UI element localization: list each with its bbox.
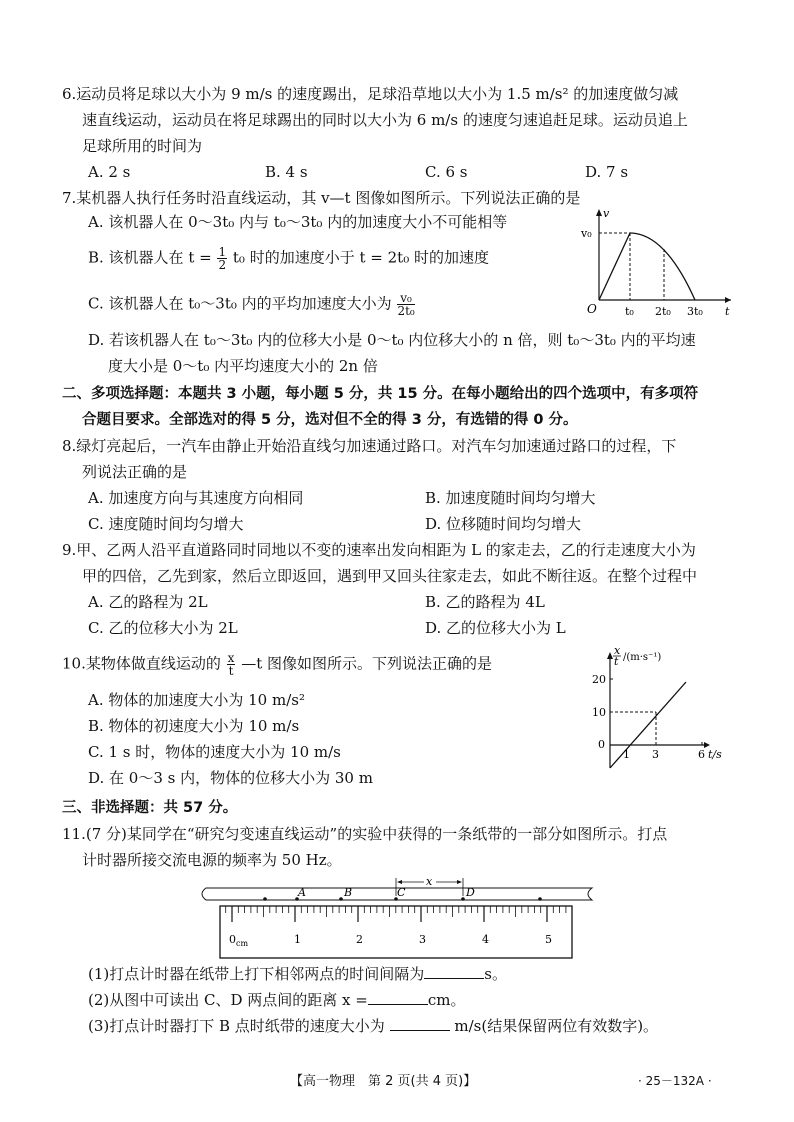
q7-option-c-denominator: 2t₀ bbox=[397, 304, 415, 318]
q11-ruler-unit-cm: cm bbox=[236, 939, 249, 948]
q7-option-d-line1: D. 若该机器人在 t₀～3t₀ 内的位移大小是 0～t₀ 内位移大小的 n 倍，则 t₀～3t₀ 内的平均速 bbox=[88, 331, 696, 349]
section2-header-line2: 合题目要求。全部选对的得 5 分，选对但不全的得 3 分，有选错的得 0 分。 bbox=[82, 412, 578, 428]
q7-decel-curve bbox=[630, 233, 695, 300]
q8-option-c: C. 速度随时间均匀增大 bbox=[88, 515, 244, 533]
q11-subq2-unit: cm。 bbox=[427, 991, 466, 1009]
q11-label-c: C bbox=[397, 886, 406, 899]
q11-tape-ruler-figure bbox=[198, 874, 598, 962]
q7-t-axis-arrow bbox=[725, 297, 731, 303]
q11-subq3-unit: m/s(结果保留两位有效数字)。 bbox=[454, 1017, 659, 1035]
q7-option-c-pre: C. 该机器人在 t₀～3t₀ 内的平均加速度大小为 bbox=[88, 294, 392, 313]
q10-stem bbox=[62, 652, 492, 677]
q7-stem: 7.某机器人执行任务时沿直线运动，其 v—t 图像如图所示。下列说法正确的是 bbox=[62, 189, 581, 207]
q7-option-a: A. 该机器人在 0～3t₀ 内与 t₀～3t₀ 内的加速度大小不可能相等 bbox=[88, 213, 508, 231]
q10-stem-fraction bbox=[227, 652, 236, 677]
q10-option-b: B. 物体的初速度大小为 10 m/s bbox=[88, 717, 300, 735]
q11-dot-b bbox=[339, 897, 343, 901]
q7-option-c bbox=[88, 292, 416, 317]
q11-subq3-text: (3)打点计时器打下 B 点时纸带的速度大小为 bbox=[88, 1017, 385, 1035]
q7-option-c-fraction bbox=[397, 292, 414, 317]
q10-y-label-num: x bbox=[614, 644, 621, 657]
q7-2t0-label: 2t₀ bbox=[655, 305, 671, 318]
footer-page-info: 【高一物理 第 2 页(共 4 页)】 bbox=[290, 1074, 477, 1089]
q8-option-a: A. 加速度方向与其速度方向相同 bbox=[88, 489, 304, 507]
q11-ruler-num-5: 5 bbox=[545, 933, 552, 946]
q10-y-tick-label-0: 0 bbox=[598, 738, 605, 751]
q10-stem-pre: 10.某物体做直线运动的 bbox=[62, 654, 221, 673]
q10-stem-denominator: t bbox=[228, 664, 234, 678]
q10-xt-graph bbox=[590, 642, 740, 772]
q11-tape-dot bbox=[538, 897, 542, 901]
q10-y-tick-label-10: 10 bbox=[592, 706, 606, 719]
q10-option-d: D. 在 0～3 s 内，物体的位移大小为 30 m bbox=[88, 769, 373, 787]
q7-option-b-fraction bbox=[217, 246, 227, 271]
q7-option-b-post: t₀ 时的加速度小于 t = 2t₀ 时的加速度 bbox=[232, 248, 489, 267]
q11-subq1-text: (1)打点计时器在纸带上打下相邻两点的时间间隔为 bbox=[88, 965, 425, 983]
q9-option-b: B. 乙的路程为 4L bbox=[425, 593, 545, 611]
q10-t-tick-label-3: 3 bbox=[652, 748, 659, 761]
q11-x-arrow-left bbox=[397, 880, 402, 884]
q7-option-b-numerator: 1 bbox=[218, 245, 227, 259]
q7-vt-graph bbox=[581, 205, 735, 320]
q7-option-b-denominator: 2 bbox=[218, 258, 227, 272]
q11-dot-d bbox=[461, 897, 465, 901]
q11-ruler-num-2: 2 bbox=[356, 933, 363, 946]
q10-t-tick-label-6: 6 bbox=[698, 748, 705, 761]
q11-label-d: D bbox=[466, 886, 475, 899]
q11-subq2 bbox=[88, 990, 465, 1010]
q11-ruler-num-0: 0 bbox=[229, 933, 236, 946]
q11-subq1-unit: s。 bbox=[484, 965, 507, 983]
q7-v0-label: v₀ bbox=[581, 227, 592, 240]
q10-y-label-den: t bbox=[614, 655, 619, 668]
q11-x-arrow-right bbox=[457, 880, 462, 884]
q10-option-c: C. 1 s 时，物体的速度大小为 10 m/s bbox=[88, 743, 341, 761]
q9-option-d: D. 乙的位移大小为 L bbox=[425, 619, 566, 637]
q7-t0-label: t₀ bbox=[625, 305, 634, 318]
q11-subq1 bbox=[88, 964, 507, 984]
q11-subq2-text: (2)从图中可读出 C、D 两点间的距离 x = bbox=[88, 991, 368, 1009]
q10-t-axis-label: t/s bbox=[708, 748, 722, 761]
q7-option-d-line2: 度大小是 0～t₀ 内平均速度大小的 2n 倍 bbox=[108, 357, 378, 375]
q6-stem-line1: 6.运动员将足球以大小为 9 m/s 的速度踢出，足球沿草地以大小为 1.5 m/s² 的加速度做匀减 bbox=[62, 85, 679, 103]
q9-stem-line2: 甲的四倍，乙先到家，然后立即返回，遇到甲又回头往家走去，如此不断往返。在整个过程中 bbox=[82, 567, 698, 585]
q7-t-label: t bbox=[725, 305, 730, 318]
q6-stem-line2: 速直线运动，运动员在将足球踢出的同时以大小为 6 m/s 的速度匀速追赶足球。运动员追上 bbox=[82, 111, 688, 129]
q9-option-c: C. 乙的位移大小为 2L bbox=[88, 619, 238, 637]
q10-stem-numerator: x bbox=[227, 651, 235, 665]
q10-t-tick-label-1: 1 bbox=[623, 748, 630, 761]
q8-option-b: B. 加速度随时间均匀增大 bbox=[425, 489, 596, 507]
q11-ruler-num-4: 4 bbox=[482, 933, 489, 946]
q11-x-label: x bbox=[426, 875, 433, 888]
q6-stem-line3: 足球所用的时间为 bbox=[82, 137, 203, 155]
q7-accel-segment bbox=[599, 233, 630, 300]
q11-subq1-blank[interactable] bbox=[424, 964, 484, 979]
q10-data-line bbox=[610, 682, 686, 768]
q7-option-c-numerator: v₀ bbox=[397, 292, 414, 305]
section3-header: 三、非选择题：共 57 分。 bbox=[62, 800, 238, 816]
q7-3t0-label: 3t₀ bbox=[687, 305, 703, 318]
q7-origin-label: O bbox=[587, 302, 597, 316]
q7-v-axis-arrow bbox=[596, 209, 602, 216]
q7-v-label: v bbox=[603, 207, 610, 220]
q8-option-d: D. 位移随时间均匀增大 bbox=[425, 515, 582, 533]
section2-header-line1: 二、多项选择题：本题共 3 小题，每小题 5 分，共 15 分。在每小题给出的四个选项中，有多项符 bbox=[62, 386, 699, 402]
q10-y-axis-arrow bbox=[607, 652, 613, 659]
q11-ruler-num-1: 1 bbox=[294, 933, 301, 946]
q11-label-b: B bbox=[344, 886, 353, 899]
q11-stem-line2: 计时器所接交流电源的频率为 50 Hz。 bbox=[82, 851, 342, 869]
q8-stem-line1: 8.绿灯亮起后，一汽车由静止开始沿直线匀加速通过路口。对汽车匀加速通过路口的过程，下 bbox=[62, 437, 677, 455]
q7-option-b bbox=[88, 246, 489, 271]
q6-option-b: B. 4 s bbox=[265, 163, 308, 181]
q10-stem-post: —t 图像如图所示。下列说法正确的是 bbox=[241, 654, 493, 673]
q7-option-b-pre: B. 该机器人在 t = bbox=[88, 248, 212, 267]
q11-tape-dot bbox=[263, 897, 267, 901]
q11-subq3 bbox=[88, 1016, 658, 1036]
q6-option-c: C. 6 s bbox=[425, 163, 468, 181]
q10-option-a: A. 物体的加速度大小为 10 m/s² bbox=[88, 691, 305, 709]
q11-subq2-blank[interactable] bbox=[368, 990, 428, 1005]
q10-y-label-unit: /(m·s⁻¹) bbox=[623, 652, 662, 663]
q10-y-tick-label-20: 20 bbox=[592, 673, 606, 686]
q6-option-a: A. 2 s bbox=[88, 163, 131, 181]
q11-subq3-blank[interactable] bbox=[390, 1016, 450, 1031]
q11-stem-line1: 11.(7 分)某同学在“研究匀变速直线运动”的实验中获得的一条纸带的一部分如图所示。打点 bbox=[62, 825, 668, 843]
q9-option-a: A. 乙的路程为 2L bbox=[88, 593, 208, 611]
footer-code: · 25－132A · bbox=[638, 1074, 712, 1088]
q8-stem-line2: 列说法正确的是 bbox=[82, 463, 188, 481]
q11-ruler-num-3: 3 bbox=[419, 933, 426, 946]
q9-stem-line1: 9.甲、乙两人沿平直道路同时同地以不变的速率出发向相距为 L 的家走去，乙的行走速度大小为 bbox=[62, 541, 696, 559]
q11-label-a: A bbox=[298, 886, 306, 899]
q6-option-d: D. 7 s bbox=[585, 163, 629, 181]
q11-ruler-body bbox=[220, 906, 572, 958]
